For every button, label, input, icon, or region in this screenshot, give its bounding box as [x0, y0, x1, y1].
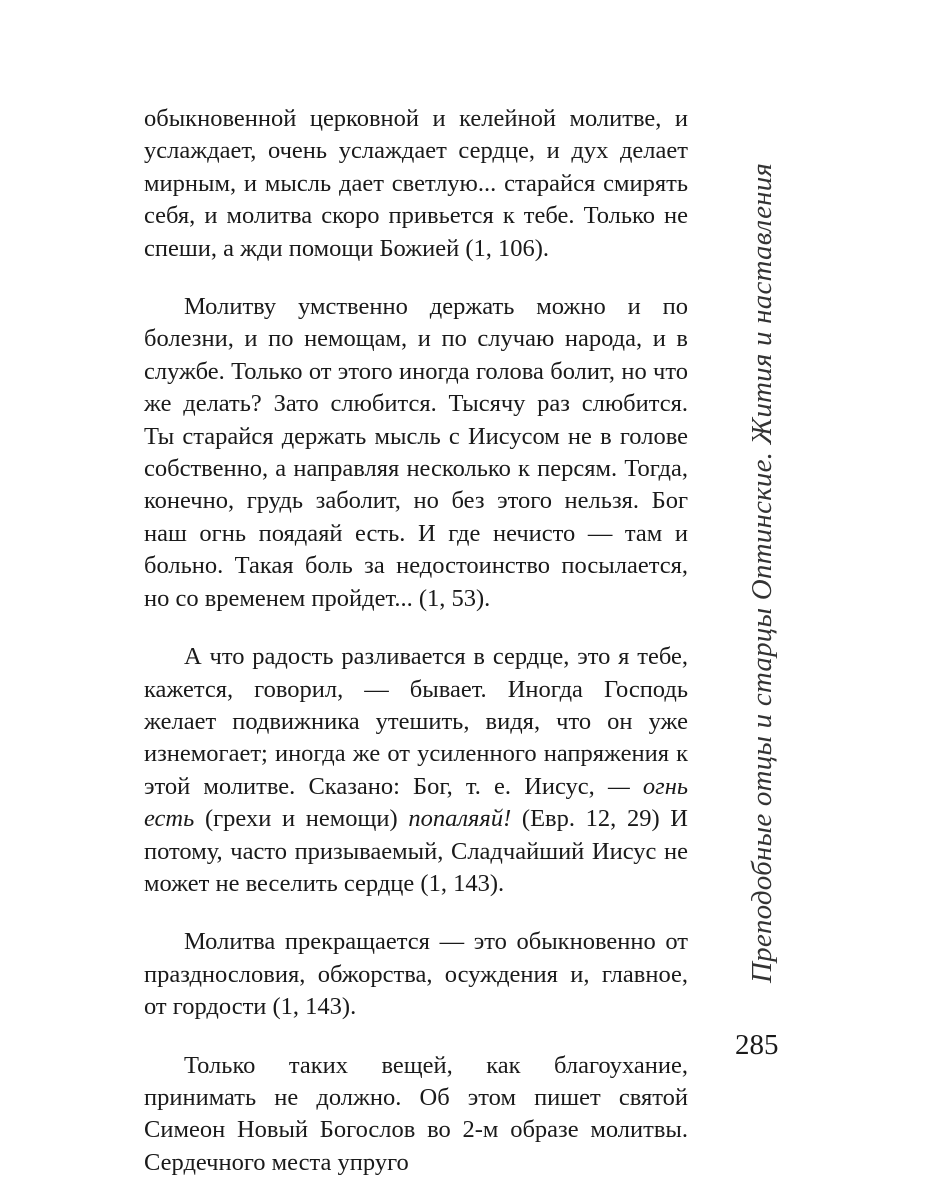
paragraph-1	[144, 103, 688, 265]
paragraph-3-italic-a: — огнь есть	[144, 772, 688, 833]
paragraph-4	[144, 926, 688, 1023]
paragraph-1-text: обыкновенной церковной и келейной молитве, и услаждает, очень услаждает сердце, и дух делает мирным, и мысль дает светлую... старайся смирять себя, и молитва скоро привьется к тебе. Только не спеши, а жди помощи Божией (1, 106).	[144, 105, 688, 262]
paragraph-3-italic-b: попаляяй!	[408, 805, 512, 833]
body-text	[144, 103, 688, 1179]
running-head: Преподобные отцы и старцы Оптинские. Жития и наставления	[746, 162, 778, 983]
paragraph-5	[144, 1050, 688, 1180]
page-number: 285	[735, 1029, 779, 1061]
paragraph-5-text: Только таких вещей, как благоухание, принимать не должно. Об этом пишет святой Симеон Новый Богослов во 2-м образе молитвы. Сердечного места упруго	[144, 1051, 688, 1176]
paragraph-2-text: Молитву умственно держать можно и по болезни, и по немощам, и по случаю народа, и в службе. Только от этого иногда голова болит, но что же делать? Зато слюбится. Тысячу раз слюбится. Ты старайся держать мысль с Иисусом не в голове собственно, а направляя несколько к персям. Тогда, конечно, грудь заболит, но без этого нельзя. Бог наш огнь поядаяй есть. И где нечисто — там и больно. Такая боль за недостоинство посылается, но со временем пройдет... (1, 53).	[144, 293, 688, 612]
paragraph-3-text-c: (Евр. 12, 29) И потому, часто призываемый, Сладчайший Иисус не может не веселить сердце (1, 143).	[144, 805, 688, 897]
paragraph-3	[144, 641, 688, 900]
paragraph-4-text: Молитва прекращается — это обыкновенно от празднословия, обжорства, осуждения и, главное, от гордости (1, 143).	[144, 928, 688, 1021]
paragraph-3-text-b: (грехи и немощи)	[194, 805, 409, 833]
paragraph-2	[144, 291, 688, 615]
paragraph-3-text-a: А что радость разливается в сердце, это я тебе, кажется, говорил, — бывает. Иногда Господь желает подвижника утешить, видя, что он уже изнемогает; иногда же от усиленного напряжения к этой молитве. Сказано: Бог, т. е. Иисус,	[144, 643, 688, 800]
